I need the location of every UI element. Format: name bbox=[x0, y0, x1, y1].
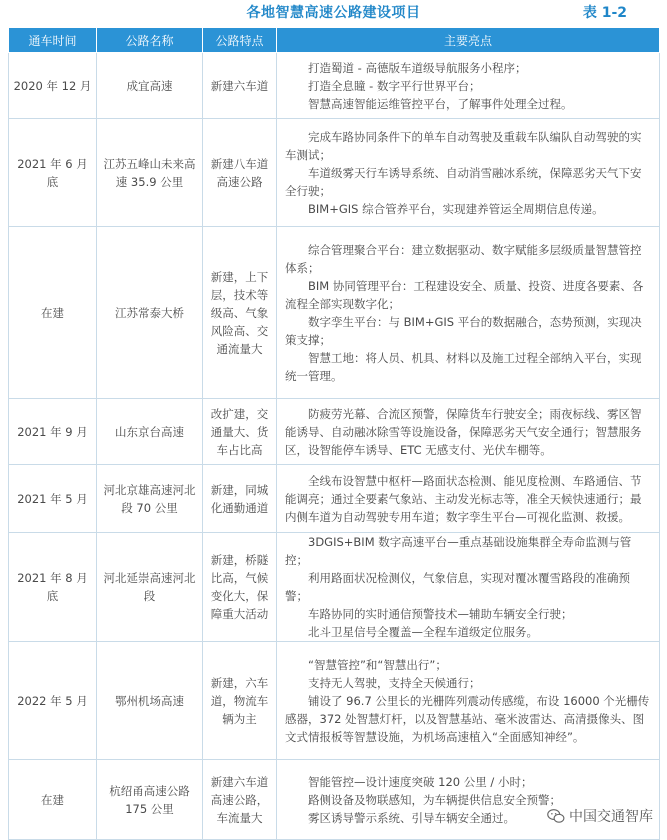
header-highlights: 主要亮点 bbox=[277, 28, 660, 53]
cell-highlights bbox=[277, 399, 660, 465]
table-number: 表 1-2 bbox=[582, 5, 627, 21]
projects-table bbox=[8, 27, 660, 840]
table-row bbox=[9, 119, 660, 227]
wechat-icon bbox=[547, 808, 565, 824]
cell-feature: 新建，同城化通勤通道 bbox=[203, 465, 277, 533]
highlight-line: 打造全息瞳 - 数字平行世界平台； bbox=[308, 78, 481, 93]
cell-feature: 新建，桥隧比高，气候变化大，保障重大活动 bbox=[203, 533, 277, 642]
highlight-line: 铺设了 96.7 公里长的光栅阵列震动传感缆，布设 16000 个光栅传感器，372 处智慧灯杆，以及智慧基站、毫米波雷达、高清摄像头、图文式情报板等智慧设施，为机场高速植入“全面感知神经”。 bbox=[285, 693, 650, 744]
highlight-line: 3DGIS+BIM 数字高速平台—重点基础设施集群全寿命监测与管控； bbox=[285, 535, 632, 567]
highlight-line: 路侧设备及物联感知，为车辆提供信息安全预警； bbox=[308, 792, 561, 807]
table-header-row bbox=[9, 28, 660, 53]
cell-feature: 改扩建，交通量大、货车占比高 bbox=[203, 399, 277, 465]
cell-feature: 新建，上下层，技术等级高、气象风险高、交通流量大 bbox=[203, 227, 277, 399]
header-name: 公路名称 bbox=[97, 28, 203, 53]
highlight-line: 智慧工地：将人员、机具、材料以及施工过程全部纳入平台，实现统一管理。 bbox=[285, 350, 642, 383]
highlight-line: 智能管控—设计速度突破 120 公里 / 小时； bbox=[308, 774, 533, 789]
cell-highlights bbox=[277, 119, 660, 227]
cell-name: 鄂州机场高速 bbox=[97, 642, 203, 760]
cell-time: 2021 年 6 月底 bbox=[9, 119, 97, 227]
highlight-line: “智慧管控”和“智慧出行”； bbox=[308, 657, 447, 672]
highlight-line: 打造蜀道 - 高德版车道级导航服务小程序； bbox=[308, 60, 527, 75]
cell-highlights bbox=[277, 465, 660, 533]
table-row bbox=[9, 53, 660, 119]
header-time: 通车时间 bbox=[9, 28, 97, 53]
highlight-line: 车路协同的实时通信预警技术—辅助车辆安全行驶； bbox=[308, 607, 573, 621]
cell-name: 杭绍甬高速公路 175 公里 bbox=[97, 760, 203, 840]
highlight-line: 完成车路协同条件下的单车自动驾驶及重载车队编队自动驾驶的实车测试； bbox=[285, 129, 642, 162]
watermark bbox=[547, 806, 653, 826]
cell-time: 2021 年 8 月底 bbox=[9, 533, 97, 642]
cell-name: 成宜高速 bbox=[97, 53, 203, 119]
highlight-line: 智慧高速智能运维管控平台，了解事件处理全过程。 bbox=[308, 96, 573, 111]
cell-feature: 新建六车道高速公路，车流量大 bbox=[203, 760, 277, 840]
cell-time: 在建 bbox=[9, 760, 97, 840]
cell-time: 在建 bbox=[9, 227, 97, 399]
header-feature: 公路特点 bbox=[203, 28, 277, 53]
title-row bbox=[0, 0, 667, 26]
table-row bbox=[9, 642, 660, 760]
highlight-line: 防疲劳光幕、合流区预警，保障货车行驶安全；雨夜标线、雾区智能诱导、自动融冰除雪等设施设备，保障恶劣天气安全通行；智慧服务区，设智能停车诱导、ETC 无感支付、光伏车棚等。 bbox=[285, 406, 642, 457]
highlight-line: 全线布设智慧中枢杆—路面状态检测、能见度检测、车路通信、节能调亮；通过全要素气象站、主动发光标志等，准全天候快速通行；最内侧车道为自动驾驶专用车道；数字孪生平台—可视化监测、救援。 bbox=[285, 473, 642, 524]
highlight-line: BIM+GIS 综合管养平台，实现建养管运全周期信息传递。 bbox=[308, 201, 604, 216]
table-row bbox=[9, 227, 660, 399]
highlight-line: 车道级雾天行车诱导系统、自动消雪融冰系统，保障恶劣天气下安全行驶； bbox=[285, 165, 642, 198]
highlight-line: 雾区诱导警示系统、引导车辆安全通过。 bbox=[308, 810, 515, 825]
highlight-line: 综合管理聚合平台：建立数据驱动、数字赋能多层级质量智慧管控体系； bbox=[285, 242, 642, 275]
cell-time: 2021 年 9 月 bbox=[9, 399, 97, 465]
cell-highlights bbox=[277, 642, 660, 760]
cell-highlights bbox=[277, 53, 660, 119]
highlight-line: BIM 协同管理平台：工程建设安全、质量、投资、进度各要素、各流程全部实现数字化； bbox=[285, 278, 644, 311]
highlight-line: 利用路面状况检测仪，气象信息，实现对覆冰覆雪路段的准确预警； bbox=[285, 571, 630, 603]
page-title: 各地智慧高速公路建设项目 bbox=[246, 5, 421, 21]
cell-feature: 新建八车道高速公路 bbox=[203, 119, 277, 227]
cell-name: 江苏常泰大桥 bbox=[97, 227, 203, 399]
cell-name: 河北京雄高速河北段 70 公里 bbox=[97, 465, 203, 533]
table-row bbox=[9, 465, 660, 533]
highlight-line: 数字孪生平台：与 BIM+GIS 平台的数据融合，态势预测，实现决策支撑； bbox=[285, 314, 642, 347]
highlight-line: 支持无人驾驶，支持全天候通行； bbox=[308, 675, 481, 690]
cell-highlights bbox=[277, 227, 660, 399]
cell-feature: 新建六车道 bbox=[203, 53, 277, 119]
table-row bbox=[9, 399, 660, 465]
cell-highlights bbox=[277, 760, 660, 840]
cell-time: 2020 年 12 月 bbox=[9, 53, 97, 119]
cell-name: 江苏五峰山未来高速 35.9 公里 bbox=[97, 119, 203, 227]
cell-time: 2021 年 5 月 bbox=[9, 465, 97, 533]
cell-feature: 新建，六车道，物流车辆为主 bbox=[203, 642, 277, 760]
watermark-text: 中国交通智库 bbox=[569, 809, 653, 825]
cell-name: 山东京台高速 bbox=[97, 399, 203, 465]
table-row bbox=[9, 760, 660, 840]
cell-time: 2022 年 5 月 bbox=[9, 642, 97, 760]
cell-name: 河北延崇高速河北段 bbox=[97, 533, 203, 642]
cell-highlights bbox=[277, 533, 660, 642]
highlight-line: 北斗卫星信号全覆盖—全程车道级定位服务。 bbox=[308, 625, 538, 639]
table-row bbox=[9, 533, 660, 642]
